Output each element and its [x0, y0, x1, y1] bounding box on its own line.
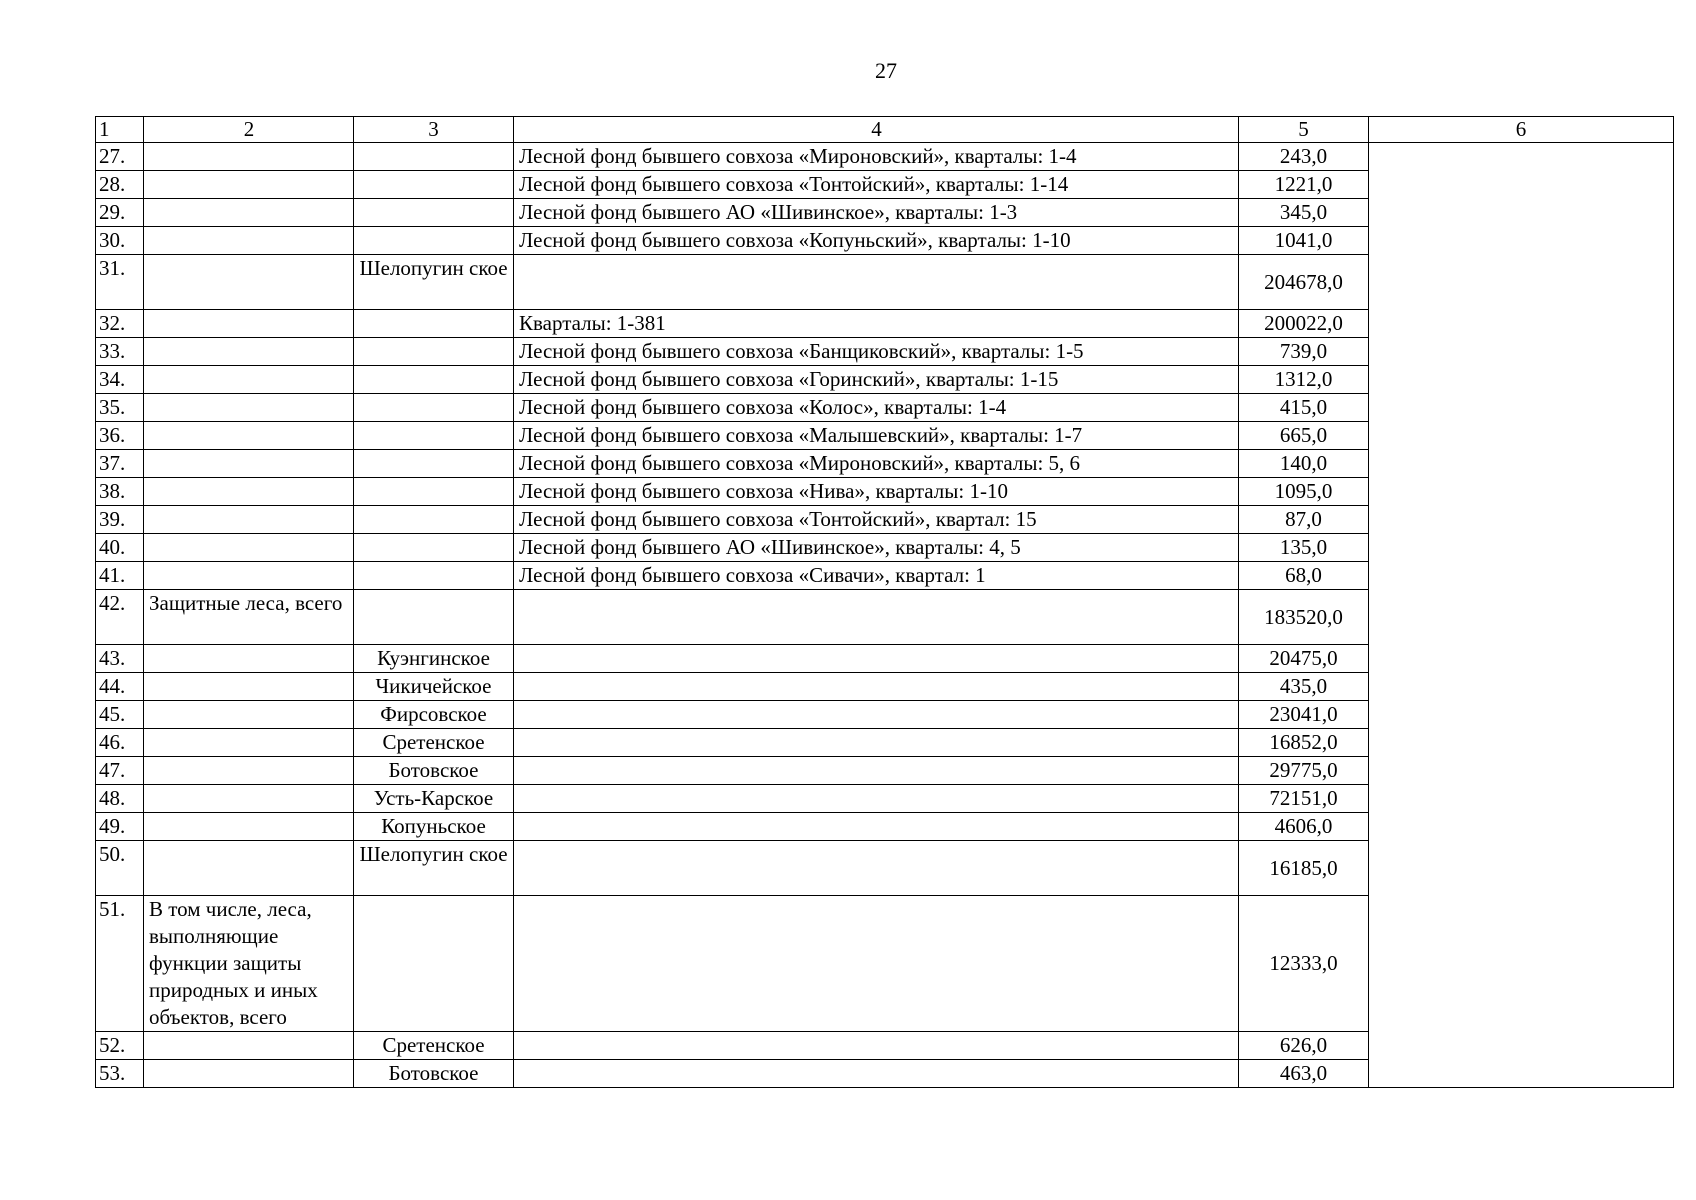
cell-description	[514, 813, 1239, 841]
cell-area: 665,0	[1239, 422, 1369, 450]
cell-category	[144, 673, 354, 701]
cell-area: 243,0	[1239, 143, 1369, 171]
cell-district	[354, 590, 514, 645]
cell-area: 16852,0	[1239, 729, 1369, 757]
cell-description	[514, 1032, 1239, 1060]
cell-area: 140,0	[1239, 450, 1369, 478]
cell-area: 29775,0	[1239, 757, 1369, 785]
cell-area: 23041,0	[1239, 701, 1369, 729]
cell-category	[144, 338, 354, 366]
cell-category	[144, 813, 354, 841]
cell-area: 200022,0	[1239, 310, 1369, 338]
cell-category	[144, 366, 354, 394]
cell-area: 204678,0	[1239, 255, 1369, 310]
cell-description: Лесной фонд бывшего совхоза «Мироновский», кварталы: 5, 6	[514, 450, 1239, 478]
cell-number: 51.	[96, 896, 144, 1032]
cell-district	[354, 534, 514, 562]
cell-district	[354, 143, 514, 171]
cell-number: 32.	[96, 310, 144, 338]
cell-area: 415,0	[1239, 394, 1369, 422]
column-header-4: 4	[514, 117, 1239, 143]
cell-description: Лесной фонд бывшего совхоза «Мироновский», кварталы: 1-4	[514, 143, 1239, 171]
cell-area: 1312,0	[1239, 366, 1369, 394]
cell-area: 16185,0	[1239, 841, 1369, 896]
cell-area: 345,0	[1239, 199, 1369, 227]
cell-description	[514, 701, 1239, 729]
cell-category	[144, 171, 354, 199]
cell-category	[144, 394, 354, 422]
cell-number: 33.	[96, 338, 144, 366]
cell-district	[354, 227, 514, 255]
cell-district: Сретенское	[354, 729, 514, 757]
cell-category	[144, 534, 354, 562]
cell-district: Чикичейское	[354, 673, 514, 701]
cell-description: Лесной фонд бывшего совхоза «Сивачи», квартал: 1	[514, 562, 1239, 590]
cell-category	[144, 785, 354, 813]
cell-category	[144, 757, 354, 785]
cell-number: 28.	[96, 171, 144, 199]
cell-category	[144, 729, 354, 757]
cell-area: 135,0	[1239, 534, 1369, 562]
cell-number: 29.	[96, 199, 144, 227]
cell-area: 739,0	[1239, 338, 1369, 366]
cell-area: 626,0	[1239, 1032, 1369, 1060]
cell-area: 1095,0	[1239, 478, 1369, 506]
cell-category	[144, 199, 354, 227]
cell-district	[354, 366, 514, 394]
cell-number: 38.	[96, 478, 144, 506]
cell-number: 36.	[96, 422, 144, 450]
cell-number: 43.	[96, 645, 144, 673]
cell-category	[144, 143, 354, 171]
cell-district	[354, 506, 514, 534]
cell-category	[144, 562, 354, 590]
cell-district	[354, 478, 514, 506]
cell-category	[144, 227, 354, 255]
cell-category	[144, 478, 354, 506]
column-header-3: 3	[354, 117, 514, 143]
cell-district	[354, 171, 514, 199]
cell-category	[144, 310, 354, 338]
cell-description	[514, 590, 1239, 645]
cell-description	[514, 841, 1239, 896]
cell-description	[514, 757, 1239, 785]
cell-district	[354, 450, 514, 478]
cell-number: 47.	[96, 757, 144, 785]
cell-district: Ботовское	[354, 1060, 514, 1088]
cell-number: 30.	[96, 227, 144, 255]
cell-number: 37.	[96, 450, 144, 478]
cell-description	[514, 255, 1239, 310]
cell-description: Лесной фонд бывшего совхоза «Тонтойский», кварталы: 1-14	[514, 171, 1239, 199]
cell-description: Лесной фонд бывшего АО «Шивинское», кварталы: 4, 5	[514, 534, 1239, 562]
cell-category	[144, 701, 354, 729]
cell-area: 435,0	[1239, 673, 1369, 701]
cell-number: 35.	[96, 394, 144, 422]
column-header-5: 5	[1239, 117, 1369, 143]
cell-description: Лесной фонд бывшего совхоза «Колос», кварталы: 1-4	[514, 394, 1239, 422]
cell-number: 44.	[96, 673, 144, 701]
cell-number: 49.	[96, 813, 144, 841]
cell-district	[354, 338, 514, 366]
cell-category	[144, 645, 354, 673]
cell-category	[144, 450, 354, 478]
column-header-1: 1	[96, 117, 144, 143]
table-header-row	[96, 117, 1674, 143]
cell-category	[144, 422, 354, 450]
cell-category: Защитные леса, всего	[144, 590, 354, 645]
cell-district: Куэнгинское	[354, 645, 514, 673]
cell-category	[144, 1060, 354, 1088]
cell-description: Лесной фонд бывшего совхоза «Тонтойский», квартал: 15	[514, 506, 1239, 534]
cell-description: Лесной фонд бывшего совхоза «Горинский», кварталы: 1-15	[514, 366, 1239, 394]
cell-category	[144, 841, 354, 896]
cell-number: 41.	[96, 562, 144, 590]
cell-category	[144, 506, 354, 534]
cell-description	[514, 785, 1239, 813]
cell-district: Сретенское	[354, 1032, 514, 1060]
cell-number: 48.	[96, 785, 144, 813]
cell-district: Копуньское	[354, 813, 514, 841]
cell-description: Лесной фонд бывшего совхоза «Нива», кварталы: 1-10	[514, 478, 1239, 506]
forest-table	[95, 116, 1674, 1088]
cell-district	[354, 422, 514, 450]
cell-notes	[1369, 143, 1674, 1088]
cell-description	[514, 673, 1239, 701]
cell-area: 87,0	[1239, 506, 1369, 534]
cell-area: 463,0	[1239, 1060, 1369, 1088]
cell-district: Фирсовское	[354, 701, 514, 729]
cell-category	[144, 255, 354, 310]
cell-number: 46.	[96, 729, 144, 757]
cell-district: Шелопугин ское	[354, 841, 514, 896]
cell-district	[354, 394, 514, 422]
cell-area: 1041,0	[1239, 227, 1369, 255]
cell-category: В том числе, леса, выполняющие функции защиты природных и иных объектов, всего	[144, 896, 354, 1032]
cell-description	[514, 729, 1239, 757]
cell-description: Лесной фонд бывшего совхоза «Малышевский», кварталы: 1-7	[514, 422, 1239, 450]
cell-area: 68,0	[1239, 562, 1369, 590]
cell-description: Лесной фонд бывшего совхоза «Банщиковский», кварталы: 1-5	[514, 338, 1239, 366]
page-number: 27	[875, 58, 897, 83]
cell-number: 39.	[96, 506, 144, 534]
cell-district	[354, 199, 514, 227]
column-header-6: 6	[1369, 117, 1674, 143]
cell-area: 20475,0	[1239, 645, 1369, 673]
cell-area: 72151,0	[1239, 785, 1369, 813]
cell-number: 53.	[96, 1060, 144, 1088]
cell-number: 34.	[96, 366, 144, 394]
cell-description: Кварталы: 1-381	[514, 310, 1239, 338]
table-body	[96, 117, 1674, 1088]
cell-area: 12333,0	[1239, 896, 1369, 1032]
cell-category	[144, 1032, 354, 1060]
cell-description: Лесной фонд бывшего совхоза «Копуньский», кварталы: 1-10	[514, 227, 1239, 255]
cell-area: 4606,0	[1239, 813, 1369, 841]
cell-number: 31.	[96, 255, 144, 310]
cell-number: 50.	[96, 841, 144, 896]
cell-number: 45.	[96, 701, 144, 729]
cell-district: Ботовское	[354, 757, 514, 785]
cell-number: 40.	[96, 534, 144, 562]
cell-description	[514, 1060, 1239, 1088]
column-header-2: 2	[144, 117, 354, 143]
cell-number: 42.	[96, 590, 144, 645]
cell-description: Лесной фонд бывшего АО «Шивинское», кварталы: 1-3	[514, 199, 1239, 227]
cell-number: 52.	[96, 1032, 144, 1060]
cell-district	[354, 562, 514, 590]
cell-description	[514, 896, 1239, 1032]
cell-area: 1221,0	[1239, 171, 1369, 199]
cell-area: 183520,0	[1239, 590, 1369, 645]
table-row	[96, 143, 1674, 171]
cell-number: 27.	[96, 143, 144, 171]
cell-district	[354, 310, 514, 338]
cell-district: Усть-Карское	[354, 785, 514, 813]
cell-district	[354, 896, 514, 1032]
cell-district: Шелопугин ское	[354, 255, 514, 310]
cell-description	[514, 645, 1239, 673]
